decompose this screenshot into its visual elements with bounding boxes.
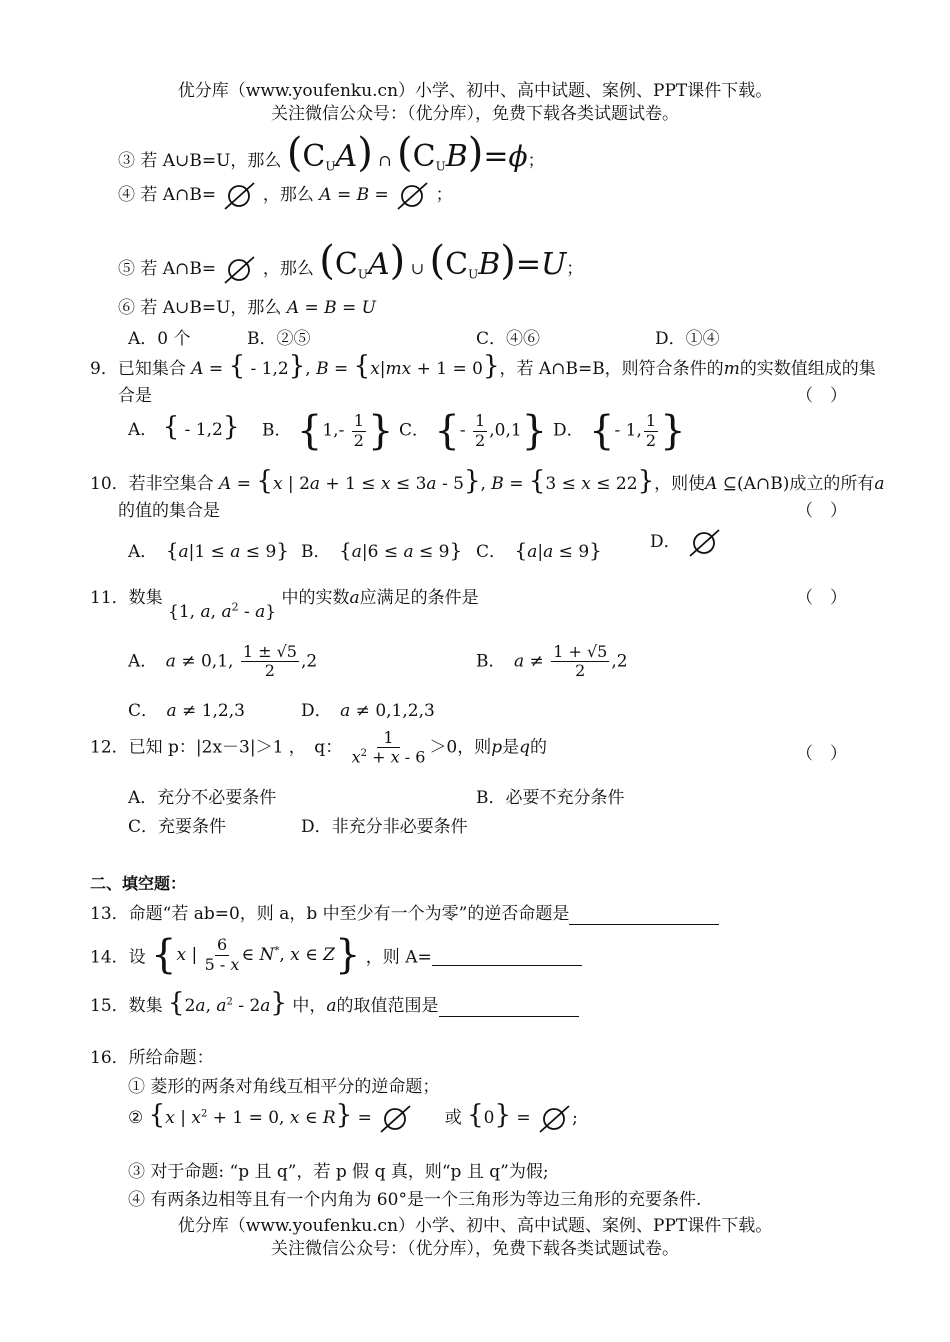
q8-option-c[interactable]: C．④⑥ — [476, 329, 541, 349]
q9-answer-paren[interactable]: （ ） — [796, 386, 847, 406]
q13-stem: 13．命题“若 ab=0，则 a，b 中至少有一个为零”的逆否命题是 — [90, 899, 719, 925]
q9-option-c[interactable]: C． {- $\frac{1}{2}$ ,0,1} — [399, 408, 548, 454]
footer-line-2: 关注微信公众号：（优分库），免费下载各类试题试卷。 — [271, 1239, 679, 1259]
footer-line-1: 优分库（www.youfenku.cn）小学、初中、高中试题、案例、PPT课件下载。 — [177, 1216, 773, 1236]
q8-statement-5: ⑤ 若 A∩B= ，那么 $(C_UA)$ ∪ $(C_UB)=U$； — [118, 238, 584, 284]
q8-statement-6: ⑥ 若 A∪B=U，那么 A = B = U — [118, 298, 377, 318]
empty-set-icon — [377, 1104, 413, 1134]
q15-stem: 15．数集 {2a, $a^2 - 2a$} 中，a的取值范围是 — [90, 988, 579, 1018]
q13-answer-blank[interactable] — [569, 904, 719, 925]
q10-option-c[interactable]: C． {a|a ≤ 9} — [476, 538, 602, 562]
empty-set-icon — [221, 181, 257, 211]
q14-answer-blank[interactable] — [432, 945, 582, 966]
empty-set-icon — [221, 255, 257, 285]
empty-set-icon — [686, 528, 722, 558]
q9-stem-line2: 合是 — [118, 386, 152, 406]
q12-answer-paren[interactable]: （ ） — [796, 744, 847, 764]
header-line-2: 关注微信公众号：（优分库），免费下载各类试题试卷。 — [271, 104, 679, 124]
q16-item-1: ① 菱形的两条对角线互相平分的逆命题； — [128, 1077, 440, 1097]
q8-option-a[interactable]: A．0 个 — [128, 329, 191, 349]
q10-option-a[interactable]: A． {a|1 ≤ a ≤ 9} — [128, 538, 290, 562]
q9-option-d[interactable]: D． {- 1, $\frac{1}{2}$ } — [553, 408, 686, 454]
q10-option-d[interactable]: D． — [650, 527, 722, 558]
header-line-1: 优分库（www.youfenku.cn）小学、初中、高中试题、案例、PPT课件下载。 — [177, 81, 773, 101]
q12-option-a[interactable]: A．充分不必要条件 — [128, 788, 277, 808]
q16-item-2: ② {x | $x^2 + 1 = 0$, x ∈ R} = 或 {0} = ; — [128, 1100, 578, 1134]
q8-statement-3: ③ 若 A∪B=U，那么 $(C_UA)$ ∩ $(C_UB)=\phi$； — [118, 130, 545, 176]
q11-answer-paren[interactable]: （ ） — [796, 588, 847, 608]
q11-option-d[interactable]: D． a ≠ 0,1,2,3 — [301, 701, 435, 721]
q15-answer-blank[interactable] — [439, 996, 579, 1017]
q10-stem: 10．若非空集合 A = {x | 2a + 1 ≤ x ≤ 3a - 5}, B = {3 ≤ x ≤ 22}，则使A ⊆(A∩B)成立的所有a — [90, 466, 885, 496]
q9-stem: 9．已知集合 A = { - 1,2}, B = {x|mx + 1 = 0}，若 A∩B=B，则符合条件的m的实数值组成的集 — [90, 351, 876, 381]
q11-option-a[interactable]: A． a ≠ 0,1, $\frac{1 \pm √5}{2}$ ,2 — [128, 642, 318, 681]
q11-option-c[interactable]: C． a ≠ 1,2,3 — [128, 701, 245, 721]
q11-stem: 11．数集 {1, a, $a^2 - a$} 中的实数a应满足的条件是 — [90, 588, 479, 622]
empty-set-icon — [536, 1104, 572, 1134]
q8-option-d[interactable]: D．①④ — [655, 329, 720, 349]
q12-stem: 12．已知 p：|2x－3|＞1 ， q： $\frac{1}{x^2 + x - 6}$ ＞0，则p是q的 — [90, 728, 547, 767]
q9-option-b[interactable]: B． {1,- $\frac{1}{2}$ } — [262, 408, 394, 454]
q16-item-3: ③ 对于命题: “p 且 q”，若 p 假 q 真，则“p 且 q”为假; — [128, 1162, 549, 1182]
q8-statement-4: ④ 若 A∩B= ，那么 A = B = ； — [118, 180, 453, 211]
q16-title: 16．所给命题： — [90, 1048, 214, 1068]
q14-stem: 14．设 {x | $\frac{6}{5 - x}$ ∈ N*, x ∈ Z} ，则 A= — [90, 932, 582, 978]
q12-option-b[interactable]: B．必要不充分条件 — [476, 788, 625, 808]
q12-option-c[interactable]: C．充要条件 — [128, 817, 227, 837]
q10-answer-paren[interactable]: （ ） — [796, 501, 847, 521]
q11-option-b[interactable]: B． a ≠ $\frac{1 + √5}{2}$ ,2 — [476, 642, 628, 681]
section-title: 二、填空题： — [90, 874, 187, 893]
q16-item-4: ④ 有两条边相等且有一个内角为 60°是一个三角形为等边三角形的充要条件. — [128, 1190, 702, 1210]
empty-set-icon — [394, 181, 430, 211]
q8-option-b[interactable]: B．②⑤ — [247, 329, 311, 349]
q12-option-d[interactable]: D．非充分非必要条件 — [301, 817, 468, 837]
q10-option-b[interactable]: B． {a|6 ≤ a ≤ 9} — [301, 538, 463, 562]
q10-stem-line2: 的值的集合是 — [118, 501, 220, 521]
q9-option-a[interactable]: A． { - 1,2} — [128, 412, 240, 442]
